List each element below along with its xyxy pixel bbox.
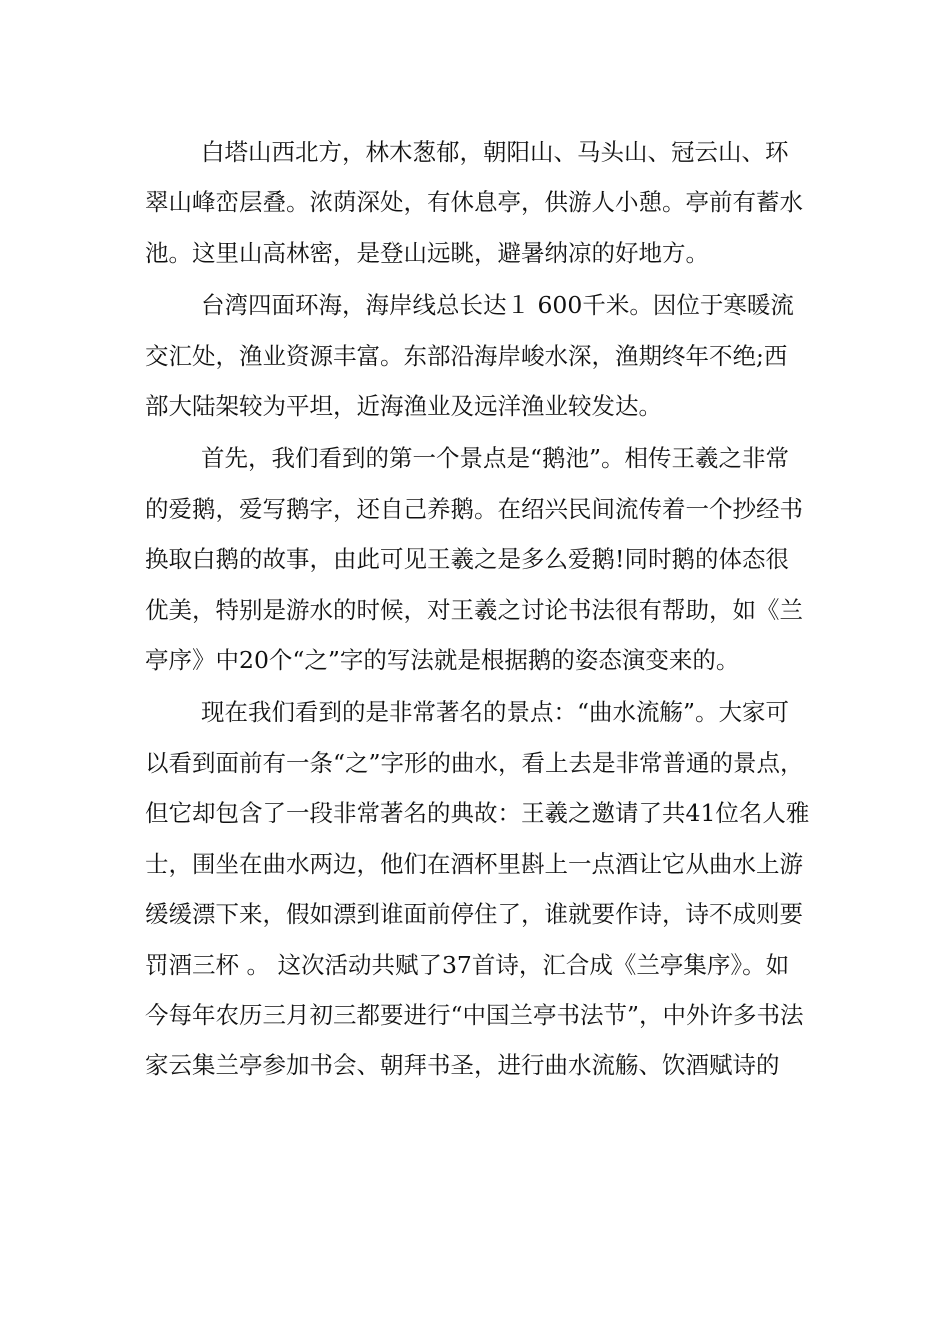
paragraph-taiwan-coast: 台湾四面环海，海岸线总长达１ 600千米。因位于寒暖流交汇处，渔业资源丰富。东部沿海岸峻水深，渔期终年不绝;西部大陆架较为平坦，近海渔业及远洋渔业较发达。: [145, 291, 794, 421]
paragraph-goose-pond: 首先，我们看到的第一个景点是“鹅池”。相传王羲之非常的爱鹅，爱写鹅字，还自己养鹅。在绍兴民间流传着一个抄经书换取白鹅的故事，由此可见王羲之是多么爱鹅!同时鹅的体态很优美，特别是游水的时候，对王羲之讨论书法很有帮助，如《兰亭序》中20个“之”字的写法就是根据鹅的姿态演变来的。: [145, 444, 803, 675]
paragraph-baita-mountain: 白塔山西北方，林木葱郁，朝阳山、马头山、冠云山、环翠山峰峦层叠。浓荫深处，有休息亭，供游人小憩。亭前有蓄水池。这里山高林密，是登山远眺，避暑纳凉的好地方。: [145, 138, 803, 267]
paragraph-winding-stream: 现在我们看到的是非常著名的景点：“曲水流觞”。大家可以看到面前有一条“之”字形的曲水，看上去是非常普通的景点，但它却包含了一段非常著名的典故：王羲之邀请了共41位名人雅士，围坐在曲水两边，他们在酒杯里斟上一点酒让它从曲水上游缓缓漂下来，假如漂到谁面前停住了，谁就要作诗，诗不成则要罚酒三杯 。 这次活动共赋了37首诗，汇合成《兰亭集序》。如今每年农历三月初三都要进行“中国兰亭书法节”，中外许多书法家云集兰亭参加书会、朝拜书圣，进行曲水流觞、饮酒赋诗的: [145, 698, 810, 1080]
document-body: [145, 127, 810, 1091]
